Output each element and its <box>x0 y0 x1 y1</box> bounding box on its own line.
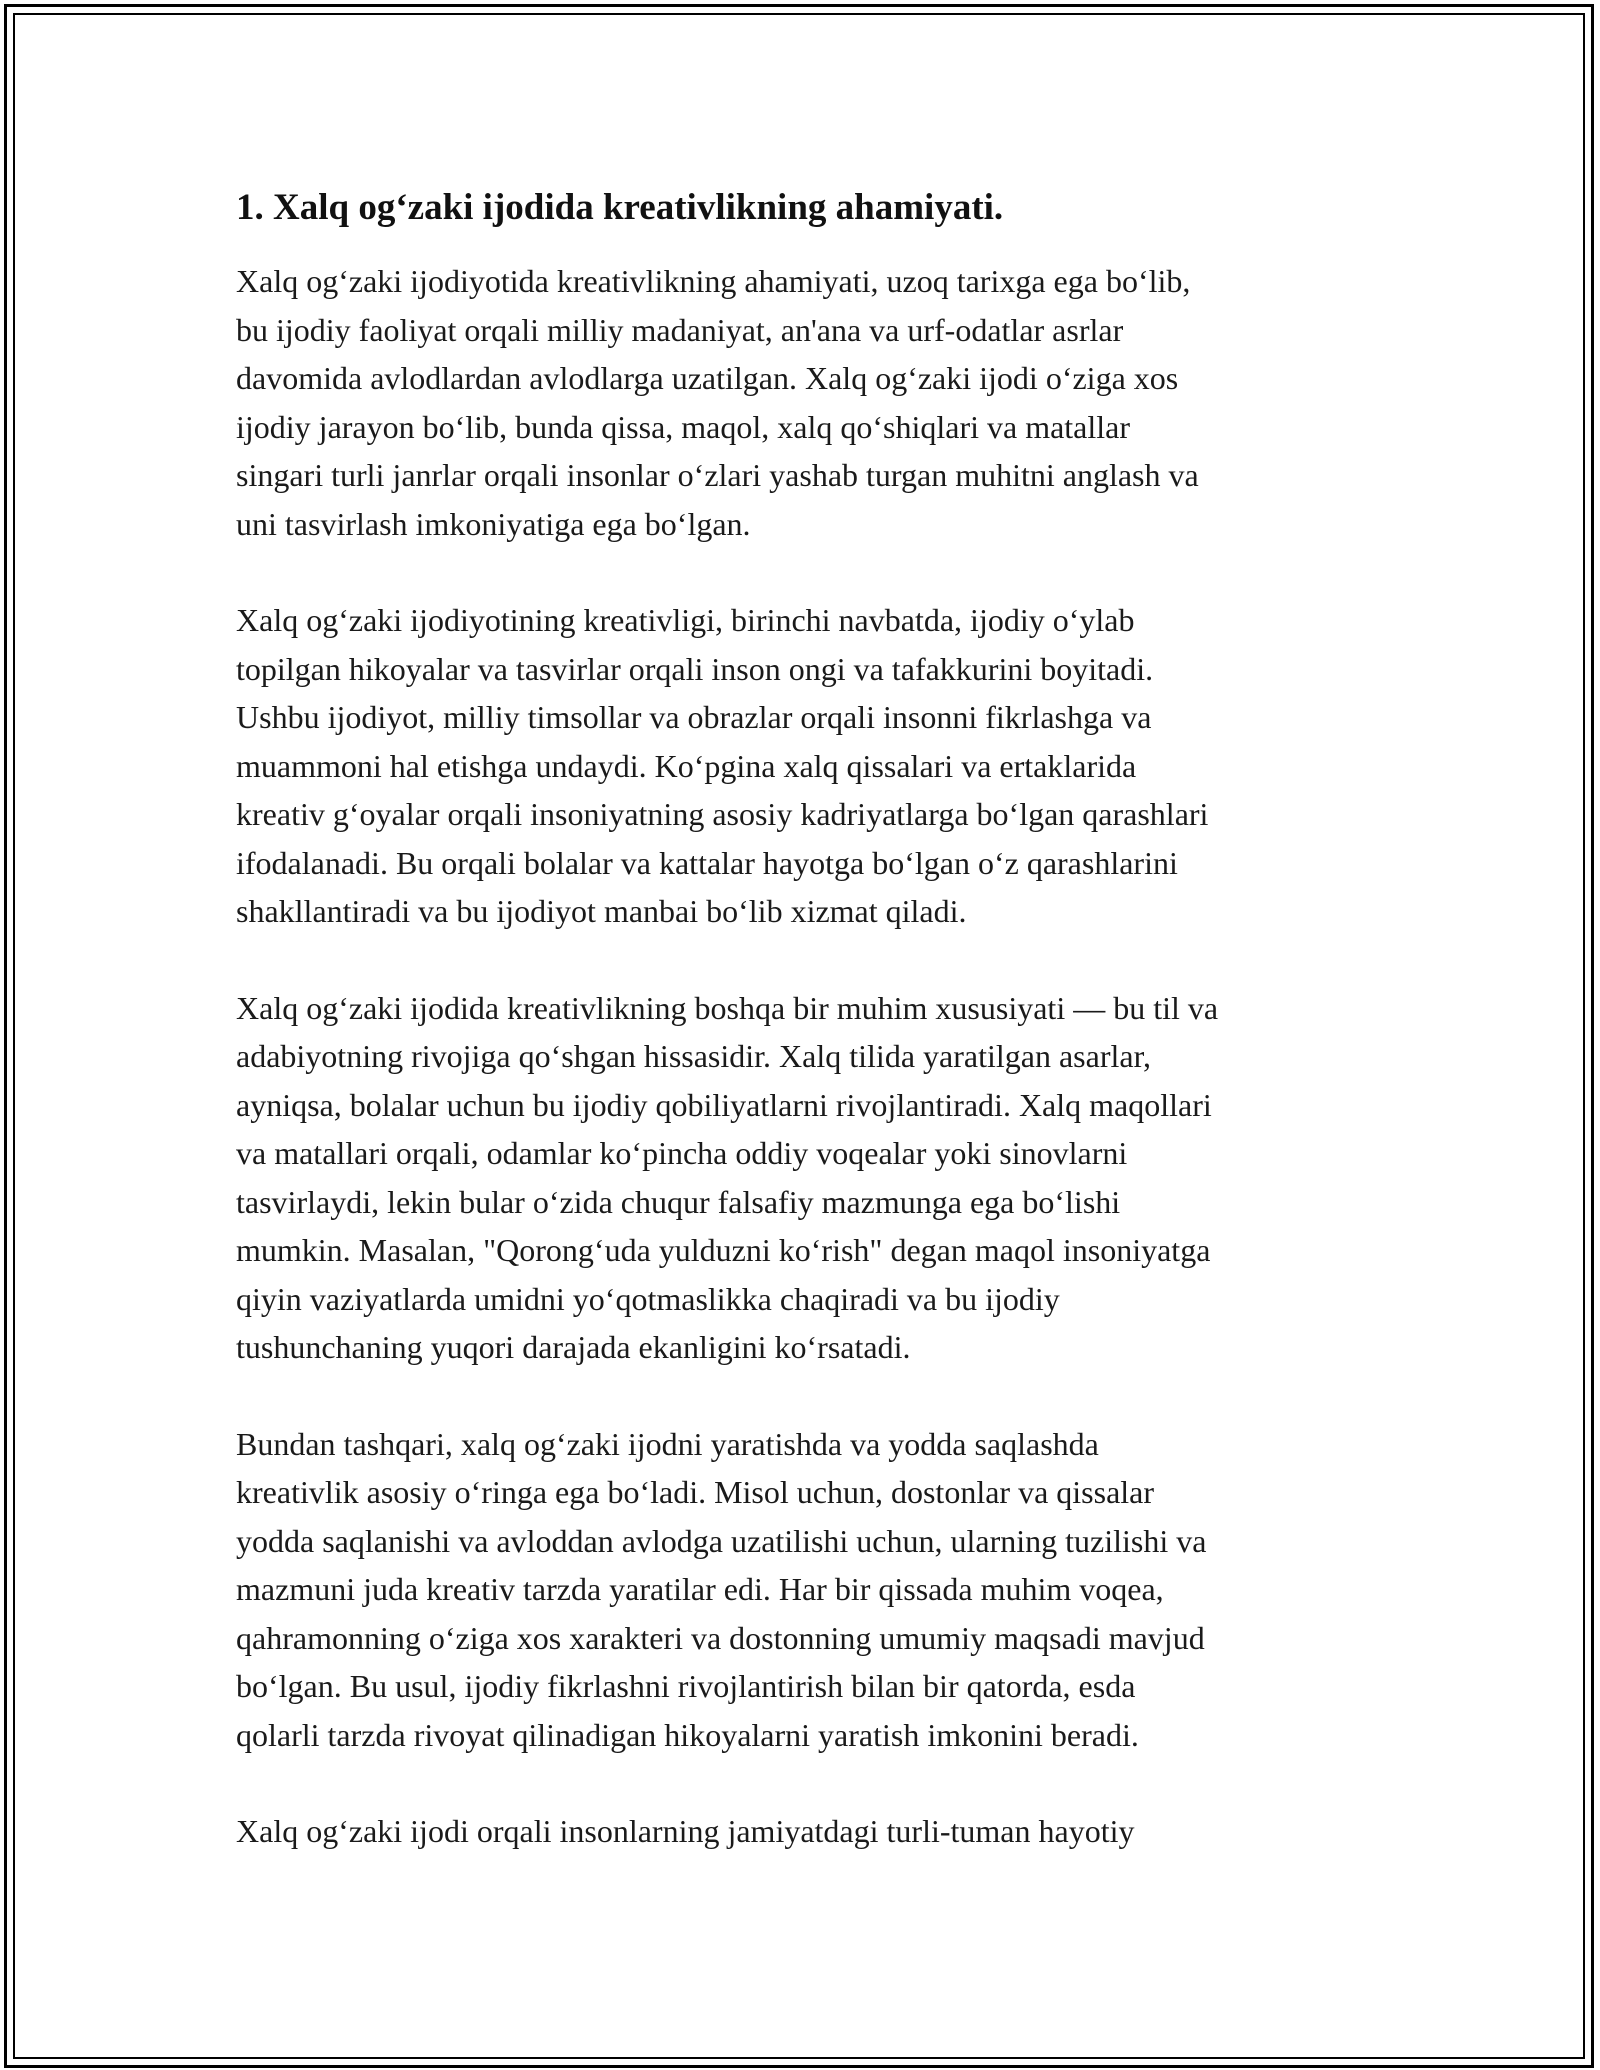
paragraph-5: Xalq og‘zaki ijodi orqali insonlarning jamiyatdagi turli-tuman hayotiy <box>236 1813 1135 1849</box>
paragraph-1: Xalq og‘zaki ijodiyotida kreativlikning ahamiyati, uzoq tarixga ega bo‘lib, bu ijodiy faoliyat orqali milliy madaniyat, an'ana va urf-odatlar asrlar davomida avlodlardan avlodlarga uzatilgan. Xalq og‘zaki ijodi o‘ziga xos ijodiy jarayon bo‘lib, bunda qissa, maqol, xalq qo‘shiqlari va matallar singari turli janrlar orqali insonlar o‘zlari yashab turgan muhitni anglash va uni tasvirlash imkoniyatiga ega bo‘lgan. <box>236 263 1199 542</box>
paragraph-2: Xalq og‘zaki ijodiyotining kreativligi, birinchi navbatda, ijodiy o‘ylab topilgan hikoyalar va tasvirlar orqali inson ongi va tafakkurini boyitadi. Ushbu ijodiyot, milliy timsollar va obrazlar orqali insonni fikrlashga va muammoni hal etishga undaydi. Ko‘pgina xalq qissalari va ertaklarida kreativ g‘oyalar orqali insoniyatning asosiy kadriyatlarga bo‘lgan qarashlari ifodalanadi. Bu orqali bolalar va kattalar hayotga bo‘lgan o‘z qarashlarini shakllantiradi va bu ijodiyot manbai bo‘lib xizmat qiladi. <box>236 602 1209 929</box>
paragraph-3: Xalq og‘zaki ijodida kreativlikning boshqa bir muhim xususiyati — bu til va adabiyotning rivojiga qo‘shgan hissasidir. Xalq tilida yaratilgan asarlar, ayniqsa, bolalar uchun bu ijodiy qobiliyatlarni rivojlantiradi. Xalq maqollari va matallari orqali, odamlar ko‘pincha oddiy voqealar yoki sinovlarni tasvirlaydi, lekin bular o‘zida chuqur falsafiy mazmunga ega bo‘lishi mumkin. Masalan, "Qorong‘uda yulduzni ko‘rish" degan maqol insoniyatga qiyin vaziyatlarda umidni yo‘qotmaslikka chaqiradi va bu ijodiy tushunchaning yuqori darajada ekanligini ko‘rsatadi. <box>236 989 1219 1365</box>
paragraph-4: Bundan tashqari, xalq og‘zaki ijodni yaratishda va yodda saqlashda kreativlik asosiy o‘ringa ega bo‘ladi. Misol uchun, dostonlar va qissalar yodda saqlanishi va avloddan avlodga uzatilishi uchun, ularning tuzilishi va mazmuni juda kreativ tarzda yaratilar edi. Har bir qissada muhim voqea, qahramonning o‘ziga xos xarakteri va dostonning umumiy maqsadi mavjud bo‘lgan. Bu usul, ijodiy fikrlashni rivojlantirish bilan bir qatorda, esda qolarli tarzda rivoyat qilinadigan hikoyalarni yaratish imkonini beradi. <box>236 1425 1207 1753</box>
page-title: 1. Xalq og‘zaki ijodida kreativlikning ahamiyati. <box>236 187 1004 228</box>
document-body <box>236 185 1366 1904</box>
